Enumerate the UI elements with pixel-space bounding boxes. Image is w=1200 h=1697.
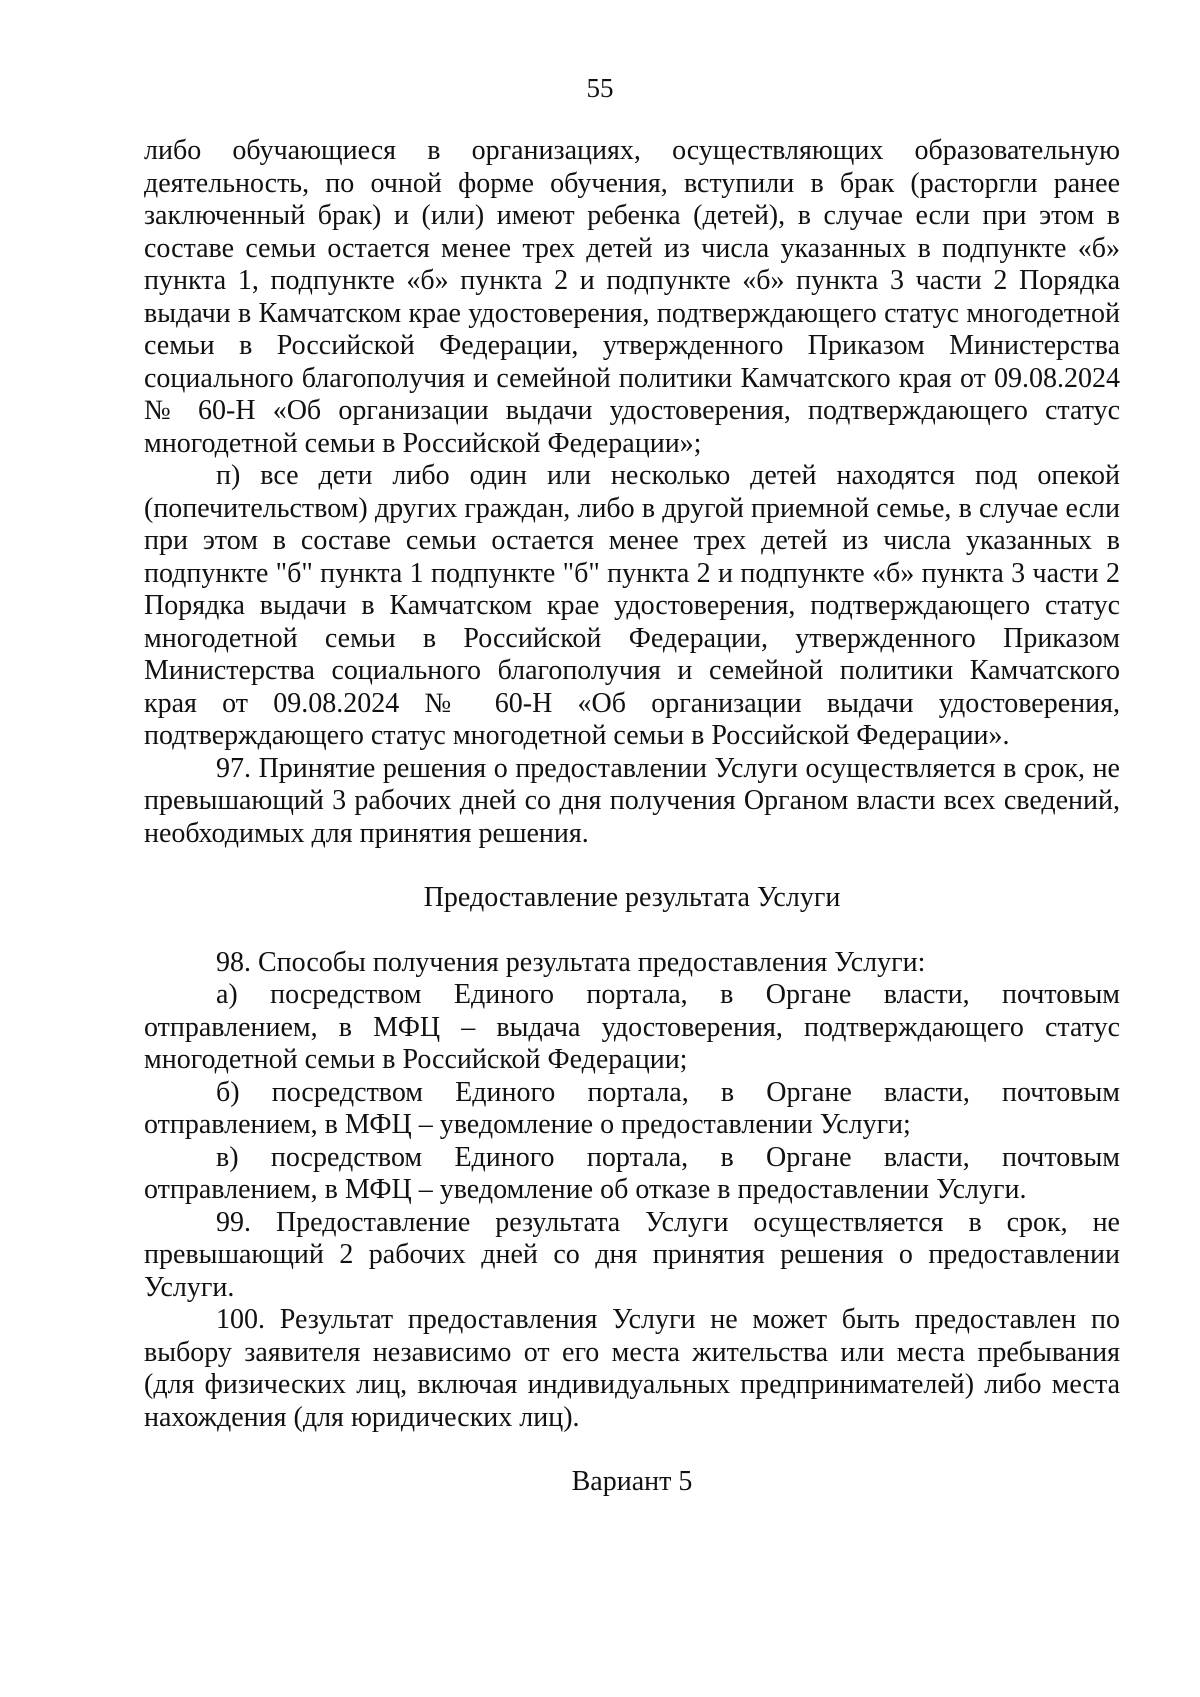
spacer [144, 850, 1120, 882]
paragraph-98a: а) посредством Единого портала, в Органе власти, почтовым отправлением, в МФЦ – выдача удостоверения, подтверждающего статус многодетной семьи в Российской Федерации; [144, 979, 1120, 1075]
paragraph-98: 98. Способы получения результата предоставления Услуги: [216, 946, 926, 978]
paragraph-98b: б) посредством Единого портала, в Органе власти, почтовым отправлением, в МФЦ – уведомление о предоставлении Услуги; [144, 1076, 1120, 1140]
paragraph-continuation: либо обучающиеся в организациях, осуществляющих образовательную деятельность, по очной форме обучения, вступили в брак (расторгли ранее заключенный брак) и (или) имеют ребенка (детей), в случае если при этом в составе семьи остается менее трех детей из числа указанных в подпункте «б» пункта 1, подпункте «б» пункта 2 и подпункте «б» пункта 3 части 2 Порядка выдачи в Камчатском крае удостоверения, подтверждающего статус многодетной семьи в Российской Федерации, утвержденного Приказом Министерства социального благополучия и семейной политики Камчатского края от 09.08.2024 № 60-Н «Об организации выдачи удостоверения, подтверждающего статус многодетной семьи в Российской Федерации»; [144, 135, 1120, 459]
paragraph-100: 100. Результат предоставления Услуги не может быть предоставлен по выбору заявителя независимо от его места жительства или места пребывания (для физических лиц, включая индивидуальных предпринимателей) либо места нахождения (для юридических лиц). [144, 1304, 1120, 1433]
paragraph-item-p: п) все дети либо один или несколько детей находятся под опекой (попечительством) других граждан, либо в другой приемной семье, в случае если при этом в составе семьи остается менее трех детей из числа указанных в подпункте "б" пункта 1 подпункте "б" пункта 2 и подпункте «б» пункта 3 части 2 Порядка выдачи в Камчатском крае удостоверения, подтверждающего статус многодетной семьи в Российской Федерации, утвержденного Приказом Министерства социального благополучия и семейной политики Камчатского края от 09.08.2024 № 60-Н «Об организации выдачи удостоверения, подтверждающего статус многодетной семьи в Российской Федерации». [144, 460, 1120, 751]
paragraph-99: 99. Предоставление результата Услуги осуществляется в срок, не превышающий 2 рабочих дней со дня принятия решения о предоставлении Услуги. [144, 1206, 1120, 1303]
document-body [144, 135, 1120, 1499]
paragraph-98c: в) посредством Единого портала, в Органе власти, почтовым отправлением, в МФЦ – уведомление об отказе в предоставлении Услуги. [144, 1141, 1120, 1205]
spacer [144, 915, 1120, 947]
page-number: 55 [586, 73, 614, 103]
spacer [144, 1434, 1120, 1466]
section-heading-variant: Вариант 5 [571, 1466, 693, 1497]
paragraph-97: 97. Принятие решения о предоставлении Услуги осуществляется в срок, не превышающий 3 рабочих дней со дня получения Органом власти всех сведений, необходимых для принятия решения. [144, 752, 1120, 849]
section-heading-result: Предоставление результата Услуги [423, 882, 841, 913]
